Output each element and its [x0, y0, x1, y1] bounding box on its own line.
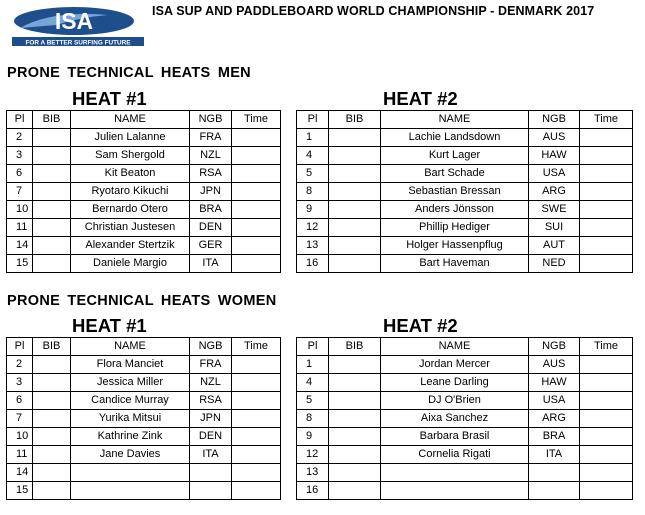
cell-bib [329, 428, 381, 446]
cell-time [232, 464, 281, 482]
table-row [7, 219, 281, 237]
cell-pl: 8 [297, 183, 329, 201]
cell-name: Alexander Stertzik [71, 237, 190, 255]
cell-pl: 16 [297, 255, 329, 273]
cell-bib [329, 129, 381, 147]
cell-bib [33, 201, 71, 219]
cell-name: Flora Manciet [71, 356, 190, 374]
cell-pl: 7 [7, 410, 33, 428]
cell-bib [33, 446, 71, 464]
cell-bib [329, 410, 381, 428]
header-bib: BIB [33, 111, 71, 129]
cell-ngb: AUT [529, 237, 580, 255]
cell-ngb: ITA [529, 446, 580, 464]
table-header-row [7, 338, 281, 356]
table-row [7, 410, 281, 428]
cell-name: Daniele Margio [71, 255, 190, 273]
header-pl: Pl [297, 111, 329, 129]
table-row [7, 482, 281, 500]
cell-name: Phillip Hediger [381, 219, 529, 237]
cell-pl: 5 [297, 165, 329, 183]
table-row [297, 374, 633, 392]
cell-bib [33, 219, 71, 237]
cell-name: Sam Shergold [71, 147, 190, 165]
cell-bib [329, 255, 381, 273]
cell-time [232, 147, 281, 165]
cell-pl: 9 [297, 201, 329, 219]
table-row [297, 356, 633, 374]
cell-bib [33, 129, 71, 147]
cell-time [232, 428, 281, 446]
men-heat-1-table [6, 110, 281, 273]
cell-name: Jordan Mercer [381, 356, 529, 374]
cell-bib [33, 428, 71, 446]
cell-pl: 4 [297, 374, 329, 392]
cell-pl: 1 [297, 129, 329, 147]
cell-time [232, 482, 281, 500]
cell-name: Anders Jönsson [381, 201, 529, 219]
cell-pl: 13 [297, 464, 329, 482]
logo-tagline: FOR A BETTER SURFING FUTURE [25, 39, 131, 46]
cell-bib [329, 147, 381, 165]
heat-title-men-1: HEAT #1 [72, 88, 147, 109]
table-row [297, 237, 633, 255]
header-pl: Pl [297, 338, 329, 356]
heat-title-women-1: HEAT #1 [72, 315, 147, 336]
header-name: NAME [71, 111, 190, 129]
cell-pl: 7 [7, 183, 33, 201]
cell-name: Ryotaro Kikuchi [71, 183, 190, 201]
table-row [297, 165, 633, 183]
cell-name: Kurt Lager [381, 147, 529, 165]
table-row [297, 147, 633, 165]
cell-ngb: HAW [529, 374, 580, 392]
cell-ngb: JPN [190, 410, 232, 428]
cell-time [232, 237, 281, 255]
cell-bib [33, 237, 71, 255]
cell-bib [329, 482, 381, 500]
cell-ngb [190, 482, 232, 500]
table-header-row [297, 338, 633, 356]
cell-pl: 16 [297, 482, 329, 500]
cell-ngb: FRA [190, 356, 232, 374]
cell-name: Bernardo Otero [71, 201, 190, 219]
cell-time [580, 482, 633, 500]
table-row [297, 183, 633, 201]
header-time: Time [580, 111, 633, 129]
table-row [297, 129, 633, 147]
heat-title-women-2: HEAT #2 [383, 315, 458, 336]
cell-name: Lachie Landsdown [381, 129, 529, 147]
cell-ngb: BRA [529, 428, 580, 446]
cell-ngb: FRA [190, 129, 232, 147]
cell-ngb [529, 464, 580, 482]
cell-pl: 12 [297, 446, 329, 464]
cell-ngb: BRA [190, 201, 232, 219]
cell-bib [33, 356, 71, 374]
women-heat-2-table [296, 337, 633, 500]
cell-pl: 5 [297, 392, 329, 410]
cell-pl: 6 [7, 392, 33, 410]
cell-time [580, 147, 633, 165]
cell-time [580, 219, 633, 237]
cell-pl: 3 [7, 147, 33, 165]
cell-pl: 11 [7, 446, 33, 464]
cell-ngb: USA [529, 165, 580, 183]
cell-name [71, 482, 190, 500]
header-ngb: NGB [529, 338, 580, 356]
table-row [7, 464, 281, 482]
cell-time [580, 129, 633, 147]
table-row [7, 255, 281, 273]
cell-ngb: AUS [529, 356, 580, 374]
table-row [297, 255, 633, 273]
cell-name: Holger Hassenpflug [381, 237, 529, 255]
cell-bib [329, 446, 381, 464]
cell-time [232, 374, 281, 392]
cell-bib [329, 165, 381, 183]
cell-time [580, 356, 633, 374]
cell-name: Julien Lalanne [71, 129, 190, 147]
cell-ngb: ARG [529, 410, 580, 428]
cell-ngb: ITA [190, 255, 232, 273]
cell-ngb: JPN [190, 183, 232, 201]
cell-time [580, 255, 633, 273]
table-row [7, 129, 281, 147]
cell-name: Sebastian Bressan [381, 183, 529, 201]
cell-pl: 10 [7, 201, 33, 219]
cell-name: Bart Haveman [381, 255, 529, 273]
cell-bib [329, 237, 381, 255]
cell-pl: 3 [7, 374, 33, 392]
cell-name: Kathrine Zink [71, 428, 190, 446]
cell-time [232, 183, 281, 201]
cell-name: Bart Schade [381, 165, 529, 183]
cell-ngb: DEN [190, 219, 232, 237]
cell-pl: 1 [297, 356, 329, 374]
cell-ngb [529, 482, 580, 500]
cell-pl: 13 [297, 237, 329, 255]
cell-bib [329, 356, 381, 374]
cell-time [232, 165, 281, 183]
cell-time [580, 446, 633, 464]
cell-bib [33, 392, 71, 410]
header-name: NAME [381, 338, 529, 356]
header-ngb: NGB [190, 338, 232, 356]
cell-ngb: ARG [529, 183, 580, 201]
cell-pl: 6 [7, 165, 33, 183]
cell-ngb: GER [190, 237, 232, 255]
cell-ngb [190, 464, 232, 482]
cell-time [580, 183, 633, 201]
cell-time [580, 237, 633, 255]
cell-time [580, 428, 633, 446]
cell-bib [33, 464, 71, 482]
table-row [297, 219, 633, 237]
cell-ngb: SWE [529, 201, 580, 219]
table-row [7, 165, 281, 183]
table-row [7, 237, 281, 255]
cell-time [580, 165, 633, 183]
cell-bib [329, 201, 381, 219]
cell-name: DJ O'Brien [381, 392, 529, 410]
table-row [7, 446, 281, 464]
men-heat-2-table [296, 110, 633, 273]
cell-time [232, 129, 281, 147]
cell-pl: 12 [297, 219, 329, 237]
section-title-men: PRONE TECHNICAL HEATS MEN [7, 65, 251, 81]
cell-bib [33, 255, 71, 273]
cell-bib [33, 165, 71, 183]
cell-ngb: HAW [529, 147, 580, 165]
table-row [297, 392, 633, 410]
header-time: Time [232, 338, 281, 356]
cell-time [232, 446, 281, 464]
cell-pl: 9 [297, 428, 329, 446]
header-bib: BIB [329, 111, 381, 129]
cell-time [580, 410, 633, 428]
cell-ngb: SUI [529, 219, 580, 237]
cell-name: Candice Murray [71, 392, 190, 410]
header-bib: BIB [329, 338, 381, 356]
cell-pl: 11 [7, 219, 33, 237]
cell-time [232, 356, 281, 374]
cell-pl: 15 [7, 255, 33, 273]
cell-pl: 15 [7, 482, 33, 500]
cell-time [232, 201, 281, 219]
header-pl: Pl [7, 111, 33, 129]
cell-name [381, 464, 529, 482]
cell-ngb: DEN [190, 428, 232, 446]
cell-name: Barbara Brasil [381, 428, 529, 446]
cell-pl: 4 [297, 147, 329, 165]
table-row [297, 446, 633, 464]
cell-bib [33, 410, 71, 428]
cell-bib [33, 374, 71, 392]
table-header-row [7, 111, 281, 129]
header-pl: Pl [7, 338, 33, 356]
cell-bib [33, 183, 71, 201]
cell-time [232, 255, 281, 273]
table-row [297, 201, 633, 219]
heat-title-men-2: HEAT #2 [383, 88, 458, 109]
isa-logo [12, 6, 144, 46]
cell-name: Jane Davies [71, 446, 190, 464]
cell-bib [33, 147, 71, 165]
cell-bib [33, 482, 71, 500]
cell-name [381, 482, 529, 500]
table-row [297, 428, 633, 446]
cell-ngb: NED [529, 255, 580, 273]
cell-ngb: USA [529, 392, 580, 410]
cell-ngb: NZL [190, 374, 232, 392]
header-time: Time [580, 338, 633, 356]
cell-time [232, 219, 281, 237]
cell-name: Kit Beaton [71, 165, 190, 183]
table-row [7, 147, 281, 165]
header-bib: BIB [33, 338, 71, 356]
cell-name: Jessica Miller [71, 374, 190, 392]
cell-pl: 2 [7, 356, 33, 374]
cell-time [580, 464, 633, 482]
cell-time [580, 374, 633, 392]
header-ngb: NGB [190, 111, 232, 129]
table-row [7, 392, 281, 410]
document-title: ISA SUP AND PADDLEBOARD WORLD CHAMPIONSHIP - DENMARK 2017 [152, 4, 595, 18]
cell-bib [329, 464, 381, 482]
header-time: Time [232, 111, 281, 129]
cell-ngb: NZL [190, 147, 232, 165]
table-row [7, 356, 281, 374]
table-row [297, 464, 633, 482]
section-title-women: PRONE TECHNICAL HEATS WOMEN [7, 293, 277, 309]
cell-bib [329, 374, 381, 392]
cell-time [232, 392, 281, 410]
cell-pl: 2 [7, 129, 33, 147]
cell-name: Leane Darling [381, 374, 529, 392]
cell-ngb: AUS [529, 129, 580, 147]
cell-name [71, 464, 190, 482]
cell-name: Christian Justesen [71, 219, 190, 237]
cell-bib [329, 183, 381, 201]
table-header-row [297, 111, 633, 129]
cell-bib [329, 219, 381, 237]
table-row [7, 201, 281, 219]
cell-time [580, 201, 633, 219]
header-name: NAME [71, 338, 190, 356]
cell-pl: 14 [7, 237, 33, 255]
table-row [7, 428, 281, 446]
cell-bib [329, 392, 381, 410]
table-row [7, 183, 281, 201]
cell-name: Aixa Sanchez [381, 410, 529, 428]
cell-ngb: RSA [190, 165, 232, 183]
cell-time [232, 410, 281, 428]
cell-pl: 14 [7, 464, 33, 482]
header-name: NAME [381, 111, 529, 129]
cell-pl: 8 [297, 410, 329, 428]
header-ngb: NGB [529, 111, 580, 129]
cell-ngb: ITA [190, 446, 232, 464]
table-row [297, 482, 633, 500]
cell-ngb: RSA [190, 392, 232, 410]
table-row [297, 410, 633, 428]
cell-pl: 10 [7, 428, 33, 446]
women-heat-1-table [6, 337, 281, 500]
cell-name: Yurika Mitsui [71, 410, 190, 428]
cell-name: Cornelia Rigati [381, 446, 529, 464]
logo-text: ISA [54, 8, 94, 34]
table-row [7, 374, 281, 392]
cell-time [580, 392, 633, 410]
